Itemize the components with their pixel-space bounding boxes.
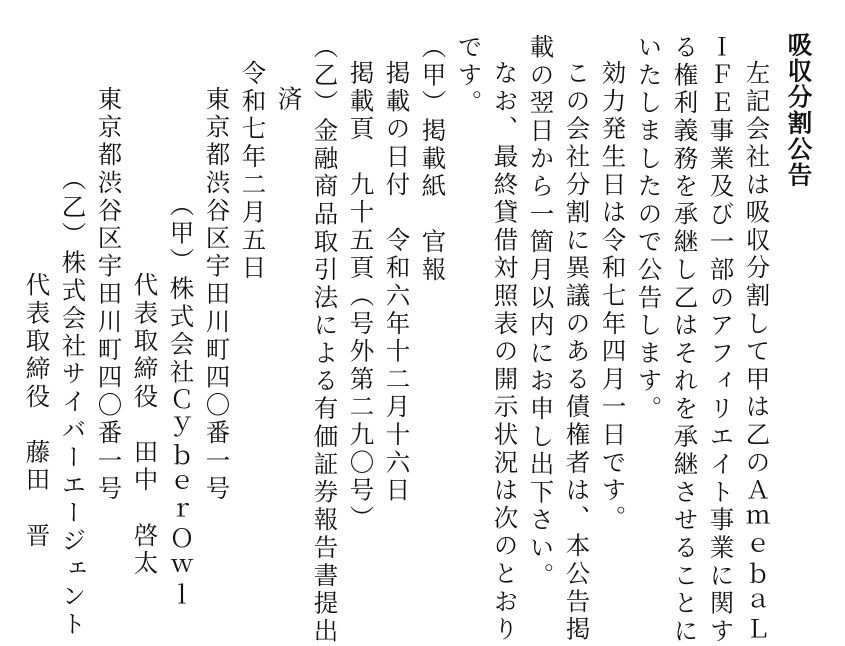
body-line-1: 左記会社は吸収分割して甲は乙のＡｍｅｂａＬ [742,60,772,644]
disclosure-ko-label: （甲）掲載紙 官報 [418,34,448,285]
disclosure-ko-date: 掲載の日付 令和六年十二月十六日 [382,60,412,505]
party-otsu-address: 東京都渋谷区宇田川町四〇番一号 [94,86,124,503]
body-line-7: 載の翌日から一箇月以内にお申し出下さい。 [526,34,556,590]
body-line-4: いたしましたので公告します。 [634,34,664,424]
body-line-5: 効力発生日は令和七年四月一日です。 [598,60,628,533]
party-ko-company: （甲）株式会社ＣｙｂｅｒＯｗｌ [166,192,196,609]
body-line-6: この会社分割に異議のある債権者は、本公告掲 [562,60,592,644]
notice-date: 令和七年二月五日 [238,60,268,283]
party-ko-address: 東京都渋谷区宇田川町四〇番一号 [202,86,232,503]
notice-title: 吸収分割公告 [784,32,814,188]
disclosure-ko-page: 掲載頁 九十五頁（号外第二九〇号） [346,60,376,533]
body-line-2: ＩＦＥ事業及び一部のアフィリエイト事業に関す [706,34,736,646]
disclosure-otsu-line-1: （乙）金融商品取引法による有価証券報告書提出 [310,34,340,646]
body-line-3: る権利義務を承継し乙はそれを承継させることに [670,34,700,646]
party-otsu-representative: 代表取締役 藤田 晋 [22,272,52,550]
body-line-9: です。 [454,34,484,118]
body-line-8: なお、最終貸借対照表の開示状況は次のとおり [490,60,520,644]
disclosure-otsu-line-2: 済 [274,86,304,114]
party-ko-representative: 代表取締役 田中 啓太 [130,272,160,578]
party-otsu-company: （乙）株式会社サイバーエージェント [58,166,88,639]
